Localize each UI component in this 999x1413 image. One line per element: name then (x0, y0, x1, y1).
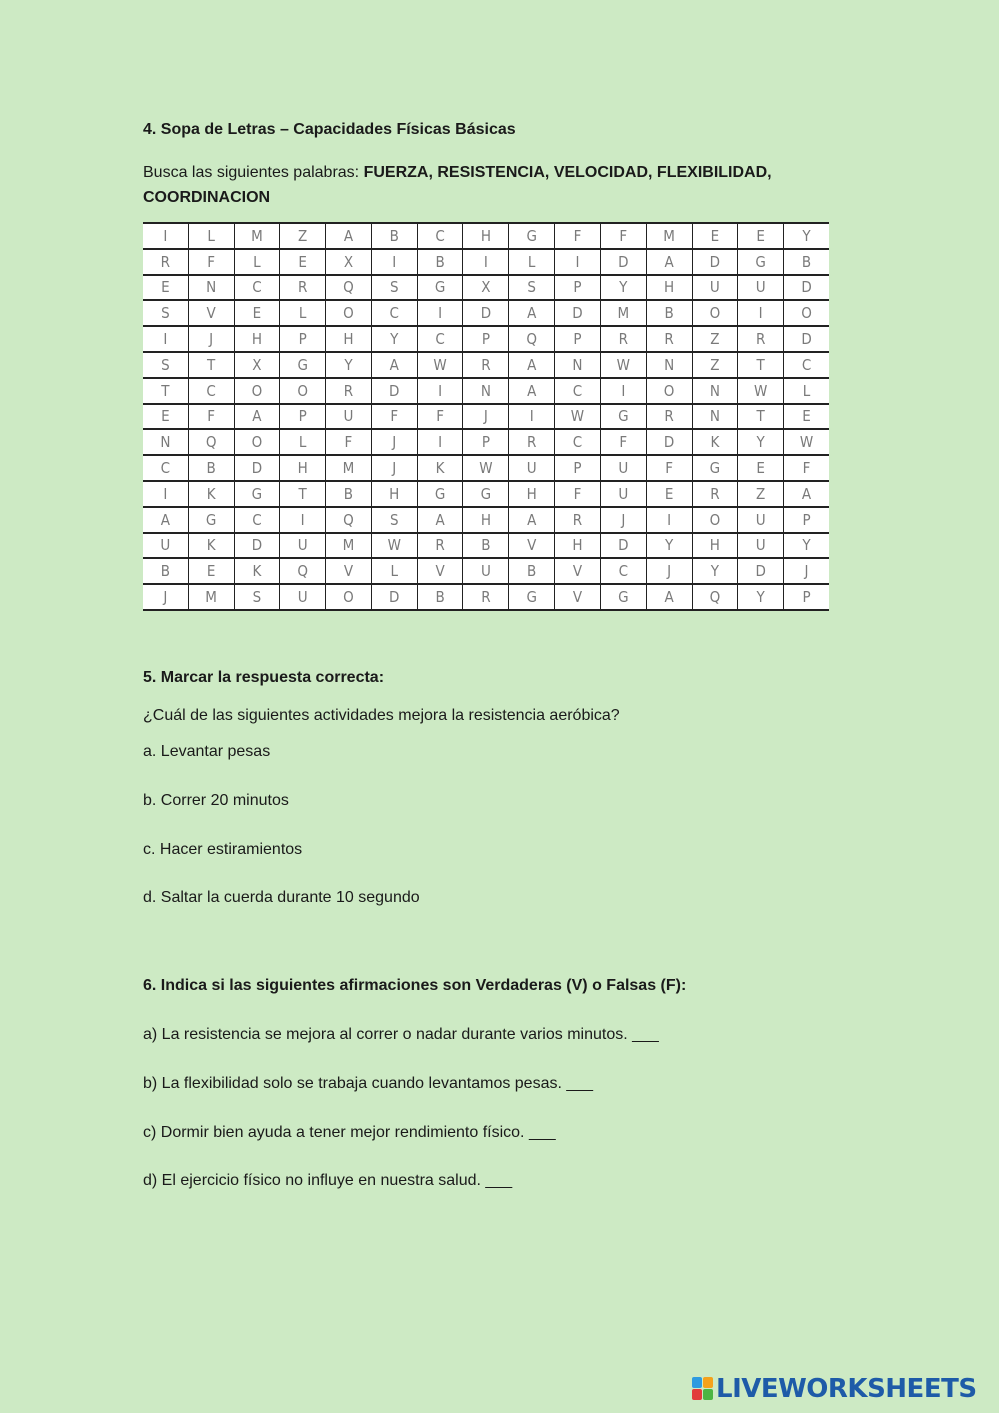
grid-cell[interactable]: V (555, 558, 601, 584)
grid-cell[interactable]: L (188, 223, 234, 249)
grid-cell[interactable]: J (646, 558, 692, 584)
grid-cell[interactable]: J (143, 584, 188, 610)
grid-cell[interactable]: E (143, 404, 188, 430)
grid-cell[interactable]: F (784, 455, 829, 481)
grid-cell[interactable]: N (692, 378, 738, 404)
grid-cell[interactable]: X (234, 352, 280, 378)
grid-cell[interactable]: O (326, 300, 372, 326)
grid-cell[interactable]: T (143, 378, 188, 404)
grid-cell[interactable]: K (417, 455, 463, 481)
grid-cell[interactable]: Q (326, 275, 372, 301)
grid-row (143, 326, 829, 352)
grid-cell[interactable]: C (188, 378, 234, 404)
grid-cell[interactable]: H (463, 507, 509, 533)
grid-cell[interactable]: V (555, 584, 601, 610)
grid-cell[interactable]: G (417, 275, 463, 301)
grid-cell[interactable]: G (280, 352, 326, 378)
grid-cell[interactable]: R (280, 275, 326, 301)
grid-cell[interactable]: D (555, 300, 601, 326)
grid-cell[interactable]: Q (692, 584, 738, 610)
grid-cell[interactable]: U (738, 275, 784, 301)
grid-cell[interactable]: I (143, 326, 188, 352)
grid-cell[interactable]: Q (326, 507, 372, 533)
grid-cell[interactable]: U (738, 533, 784, 559)
grid-cell[interactable]: T (188, 352, 234, 378)
grid-cell[interactable]: D (784, 275, 829, 301)
grid-cell[interactable]: O (234, 429, 280, 455)
grid-cell[interactable]: O (280, 378, 326, 404)
grid-cell[interactable]: H (463, 223, 509, 249)
grid-cell[interactable]: O (646, 378, 692, 404)
statement-d[interactable]: d) El ejercicio físico no influye en nuestra salud. ___ (143, 1172, 513, 1189)
grid-cell[interactable]: B (646, 300, 692, 326)
logo-text: LIVEWORKSHEETS (716, 1374, 977, 1404)
grid-cell[interactable]: N (188, 275, 234, 301)
grid-cell[interactable]: R (463, 352, 509, 378)
grid-cell[interactable]: W (738, 378, 784, 404)
grid-cell[interactable]: B (417, 584, 463, 610)
grid-cell[interactable]: U (692, 275, 738, 301)
grid-cell[interactable]: L (234, 249, 280, 275)
grid-cell[interactable]: F (555, 481, 601, 507)
grid-cell[interactable]: U (280, 584, 326, 610)
grid-cell[interactable]: Y (326, 352, 372, 378)
grid-cell[interactable]: J (188, 326, 234, 352)
grid-cell[interactable]: S (143, 352, 188, 378)
grid-cell[interactable]: G (234, 481, 280, 507)
grid-cell[interactable]: A (646, 584, 692, 610)
grid-cell[interactable]: N (692, 404, 738, 430)
grid-cell[interactable]: S (509, 275, 555, 301)
grid-row (143, 404, 829, 430)
grid-cell[interactable]: P (463, 326, 509, 352)
grid-cell[interactable]: A (417, 507, 463, 533)
grid-cell[interactable]: C (143, 455, 188, 481)
grid-cell[interactable]: I (509, 404, 555, 430)
grid-cell[interactable]: A (326, 223, 372, 249)
grid-cell[interactable]: L (509, 249, 555, 275)
grid-cell[interactable]: X (326, 249, 372, 275)
grid-cell[interactable]: Q (509, 326, 555, 352)
grid-cell[interactable]: D (371, 584, 417, 610)
grid-cell[interactable]: D (646, 429, 692, 455)
grid-cell[interactable]: F (417, 404, 463, 430)
grid-cell[interactable]: S (371, 507, 417, 533)
grid-cell[interactable]: G (188, 507, 234, 533)
section-4-instruction (143, 160, 843, 210)
grid-cell[interactable]: U (280, 533, 326, 559)
grid-cell[interactable]: V (509, 533, 555, 559)
grid-cell[interactable]: U (600, 455, 646, 481)
grid-cell[interactable]: A (509, 378, 555, 404)
section-6-title: 6. Indica si las siguientes afirmaciones son Verdaderas (V) o Falsas (F): (143, 977, 687, 994)
grid-cell[interactable]: O (234, 378, 280, 404)
grid-cell[interactable]: K (188, 481, 234, 507)
grid-row (143, 249, 829, 275)
grid-cell[interactable]: R (738, 326, 784, 352)
grid-cell[interactable]: E (143, 275, 188, 301)
grid-cell[interactable]: H (646, 275, 692, 301)
grid-cell[interactable]: S (143, 300, 188, 326)
grid-cell[interactable]: O (784, 300, 829, 326)
grid-cell[interactable]: A (143, 507, 188, 533)
grid-cell[interactable]: B (509, 558, 555, 584)
grid-cell[interactable]: G (600, 404, 646, 430)
grid-cell[interactable]: E (784, 404, 829, 430)
grid-cell[interactable]: N (555, 352, 601, 378)
grid-cell[interactable]: I (555, 249, 601, 275)
grid-cell[interactable]: D (692, 249, 738, 275)
grid-cell[interactable]: G (463, 481, 509, 507)
option-c[interactable]: c. Hacer estiramientos (143, 841, 303, 858)
grid-cell[interactable]: I (143, 223, 188, 249)
instruction-prefix: Busca las siguientes palabras: (143, 164, 364, 181)
grid-cell[interactable]: C (417, 223, 463, 249)
grid-cell[interactable]: P (463, 429, 509, 455)
grid-cell[interactable]: Y (371, 326, 417, 352)
grid-cell[interactable]: R (326, 378, 372, 404)
grid-row (143, 533, 829, 559)
grid-cell[interactable]: H (234, 326, 280, 352)
grid-cell[interactable]: R (509, 429, 555, 455)
word-search-grid (143, 222, 829, 611)
grid-cell[interactable]: R (646, 326, 692, 352)
grid-cell[interactable]: I (417, 429, 463, 455)
grid-cell[interactable]: R (143, 249, 188, 275)
grid-cell[interactable]: R (692, 481, 738, 507)
grid-cell[interactable]: D (600, 533, 646, 559)
grid-cell[interactable]: L (280, 300, 326, 326)
grid-cell[interactable]: U (143, 533, 188, 559)
grid-cell[interactable]: U (738, 507, 784, 533)
grid-cell[interactable]: A (509, 352, 555, 378)
grid-cell[interactable]: D (371, 378, 417, 404)
grid-cell[interactable]: W (784, 429, 829, 455)
grid-cell[interactable]: Q (188, 429, 234, 455)
grid-cell[interactable]: B (463, 533, 509, 559)
grid-cell[interactable]: Q (280, 558, 326, 584)
grid-cell[interactable]: B (326, 481, 372, 507)
option-a[interactable]: a. Levantar pesas (143, 743, 271, 760)
grid-cell[interactable]: F (646, 455, 692, 481)
grid-cell[interactable]: H (509, 481, 555, 507)
grid-row (143, 481, 829, 507)
grid-cell[interactable]: U (463, 558, 509, 584)
grid-cell[interactable]: P (280, 404, 326, 430)
grid-cell[interactable]: G (738, 249, 784, 275)
grid-cell[interactable]: G (600, 584, 646, 610)
grid-cell[interactable]: J (600, 507, 646, 533)
statement-b[interactable]: b) La flexibilidad solo se trabaja cuando levantamos pesas. ___ (143, 1075, 594, 1092)
grid-cell[interactable]: K (692, 429, 738, 455)
grid-cell[interactable]: N (463, 378, 509, 404)
grid-cell[interactable]: P (555, 455, 601, 481)
grid-cell[interactable]: C (600, 558, 646, 584)
grid-cell[interactable]: Y (738, 584, 784, 610)
grid-cell[interactable]: V (326, 558, 372, 584)
grid-cell[interactable]: B (371, 223, 417, 249)
grid-cell[interactable]: T (738, 352, 784, 378)
grid-cell[interactable]: J (371, 455, 417, 481)
grid-cell[interactable]: I (417, 300, 463, 326)
grid-cell[interactable]: F (188, 249, 234, 275)
grid-cell[interactable]: A (509, 300, 555, 326)
option-d[interactable]: d. Saltar la cuerda durante 10 segundo (143, 889, 420, 906)
liveworksheets-logo[interactable] (692, 1374, 977, 1404)
grid-cell[interactable]: Y (738, 429, 784, 455)
grid-cell[interactable]: F (600, 429, 646, 455)
grid-cell[interactable]: P (784, 584, 829, 610)
statement-a[interactable]: a) La resistencia se mejora al correr o nadar durante varios minutos. ___ (143, 1026, 659, 1043)
grid-cell[interactable]: R (646, 404, 692, 430)
grid-cell[interactable]: Y (692, 558, 738, 584)
grid-cell[interactable]: P (280, 326, 326, 352)
grid-cell[interactable]: W (417, 352, 463, 378)
grid-cell[interactable]: V (417, 558, 463, 584)
grid-cell[interactable]: J (371, 429, 417, 455)
grid-row (143, 507, 829, 533)
grid-cell[interactable]: H (371, 481, 417, 507)
grid-cell[interactable]: G (692, 455, 738, 481)
grid-cell[interactable]: Z (738, 481, 784, 507)
logo-mark-icon (692, 1377, 714, 1401)
grid-cell[interactable]: N (143, 429, 188, 455)
grid-cell[interactable]: C (784, 352, 829, 378)
grid-cell[interactable]: Y (784, 533, 829, 559)
grid-cell[interactable]: T (280, 481, 326, 507)
grid-cell[interactable]: L (280, 429, 326, 455)
grid-cell[interactable]: E (738, 223, 784, 249)
grid-cell[interactable]: R (463, 584, 509, 610)
grid-cell[interactable]: L (784, 378, 829, 404)
grid-cell[interactable]: K (188, 533, 234, 559)
grid-cell[interactable]: D (463, 300, 509, 326)
grid-cell[interactable]: U (326, 404, 372, 430)
grid-cell[interactable]: D (234, 533, 280, 559)
grid-cell[interactable]: C (234, 507, 280, 533)
grid-cell[interactable]: L (371, 558, 417, 584)
grid-cell[interactable]: M (646, 223, 692, 249)
grid-cell[interactable]: B (417, 249, 463, 275)
grid-cell[interactable]: U (600, 481, 646, 507)
grid-cell[interactable]: I (463, 249, 509, 275)
grid-cell[interactable]: Y (784, 223, 829, 249)
grid-cell[interactable]: O (692, 507, 738, 533)
grid-cell[interactable]: D (738, 558, 784, 584)
grid-cell[interactable]: Z (692, 326, 738, 352)
word-list-line-2: COORDINACION (143, 189, 271, 206)
grid-row (143, 275, 829, 301)
grid-cell[interactable]: U (509, 455, 555, 481)
grid-cell[interactable]: K (234, 558, 280, 584)
grid-cell[interactable]: A (234, 404, 280, 430)
grid-cell[interactable]: G (509, 223, 555, 249)
grid-cell[interactable]: E (234, 300, 280, 326)
grid-cell[interactable]: I (646, 507, 692, 533)
grid-row (143, 429, 829, 455)
grid-cell[interactable]: I (371, 249, 417, 275)
option-b[interactable]: b. Correr 20 minutos (143, 792, 289, 809)
grid-cell[interactable]: B (143, 558, 188, 584)
grid-cell[interactable]: H (280, 455, 326, 481)
grid-cell[interactable]: E (692, 223, 738, 249)
grid-cell[interactable]: F (555, 223, 601, 249)
grid-cell[interactable]: F (371, 404, 417, 430)
grid-cell[interactable]: M (326, 455, 372, 481)
grid-cell[interactable]: I (600, 378, 646, 404)
grid-cell[interactable]: Z (692, 352, 738, 378)
grid-row (143, 352, 829, 378)
grid-cell[interactable]: M (600, 300, 646, 326)
grid-cell[interactable]: E (188, 558, 234, 584)
grid-cell[interactable]: O (692, 300, 738, 326)
grid-cell[interactable]: R (600, 326, 646, 352)
grid-cell[interactable]: F (600, 223, 646, 249)
section-5-title: 5. Marcar la respuesta correcta: (143, 669, 385, 686)
grid-cell[interactable]: T (738, 404, 784, 430)
grid-cell[interactable]: C (234, 275, 280, 301)
grid-cell[interactable]: D (600, 249, 646, 275)
grid-cell[interactable]: B (784, 249, 829, 275)
grid-cell[interactable]: B (188, 455, 234, 481)
grid-cell[interactable]: A (509, 507, 555, 533)
statement-c[interactable]: c) Dormir bien ayuda a tener mejor rendimiento físico. ___ (143, 1124, 556, 1141)
grid-cell[interactable]: S (234, 584, 280, 610)
grid-cell[interactable]: M (326, 533, 372, 559)
grid-cell[interactable]: C (417, 326, 463, 352)
grid-cell[interactable]: R (555, 507, 601, 533)
grid-cell[interactable]: D (234, 455, 280, 481)
grid-cell[interactable]: E (646, 481, 692, 507)
grid-cell[interactable]: A (371, 352, 417, 378)
grid-cell[interactable]: V (188, 300, 234, 326)
grid-cell[interactable]: N (646, 352, 692, 378)
word-list-line-1: FUERZA, RESISTENCIA, VELOCIDAD, FLEXIBILIDAD, (363, 164, 772, 181)
grid-cell[interactable]: P (784, 507, 829, 533)
grid-row (143, 558, 829, 584)
section-5-question: ¿Cuál de las siguientes actividades mejora la resistencia aeróbica? (143, 707, 620, 724)
grid-cell[interactable]: W (600, 352, 646, 378)
grid-cell[interactable]: C (555, 429, 601, 455)
grid-cell[interactable]: P (555, 275, 601, 301)
grid-cell[interactable]: A (646, 249, 692, 275)
grid-cell[interactable]: Y (646, 533, 692, 559)
grid-cell[interactable]: I (417, 378, 463, 404)
grid-cell[interactable]: W (555, 404, 601, 430)
grid-cell[interactable]: M (188, 584, 234, 610)
grid-cell[interactable]: G (417, 481, 463, 507)
grid-cell[interactable]: E (738, 455, 784, 481)
grid-cell[interactable]: G (509, 584, 555, 610)
grid-cell[interactable]: I (143, 481, 188, 507)
grid-cell[interactable]: E (280, 249, 326, 275)
section-4-title: 4. Sopa de Letras – Capacidades Físicas Básicas (143, 121, 516, 138)
grid-cell[interactable]: Y (600, 275, 646, 301)
grid-cell[interactable]: D (784, 326, 829, 352)
grid-cell[interactable]: R (417, 533, 463, 559)
grid-cell[interactable]: H (326, 326, 372, 352)
grid-cell[interactable]: H (692, 533, 738, 559)
grid-cell[interactable]: I (280, 507, 326, 533)
grid-cell[interactable]: J (463, 404, 509, 430)
grid-cell[interactable]: Z (280, 223, 326, 249)
grid-cell[interactable]: C (555, 378, 601, 404)
grid-row (143, 455, 829, 481)
grid-cell[interactable]: C (371, 300, 417, 326)
grid-cell[interactable]: J (784, 558, 829, 584)
grid-cell[interactable]: F (188, 404, 234, 430)
grid-cell[interactable]: H (555, 533, 601, 559)
grid-cell[interactable]: X (463, 275, 509, 301)
grid-cell[interactable]: O (326, 584, 372, 610)
grid-cell[interactable]: M (234, 223, 280, 249)
grid-row (143, 584, 829, 610)
grid-cell[interactable]: W (463, 455, 509, 481)
grid-cell[interactable]: F (326, 429, 372, 455)
grid-row (143, 223, 829, 249)
grid-cell[interactable]: I (738, 300, 784, 326)
grid-row (143, 300, 829, 326)
grid-cell[interactable]: S (371, 275, 417, 301)
grid-cell[interactable]: W (371, 533, 417, 559)
grid-cell[interactable]: A (784, 481, 829, 507)
grid-row (143, 378, 829, 404)
grid-cell[interactable]: P (555, 326, 601, 352)
